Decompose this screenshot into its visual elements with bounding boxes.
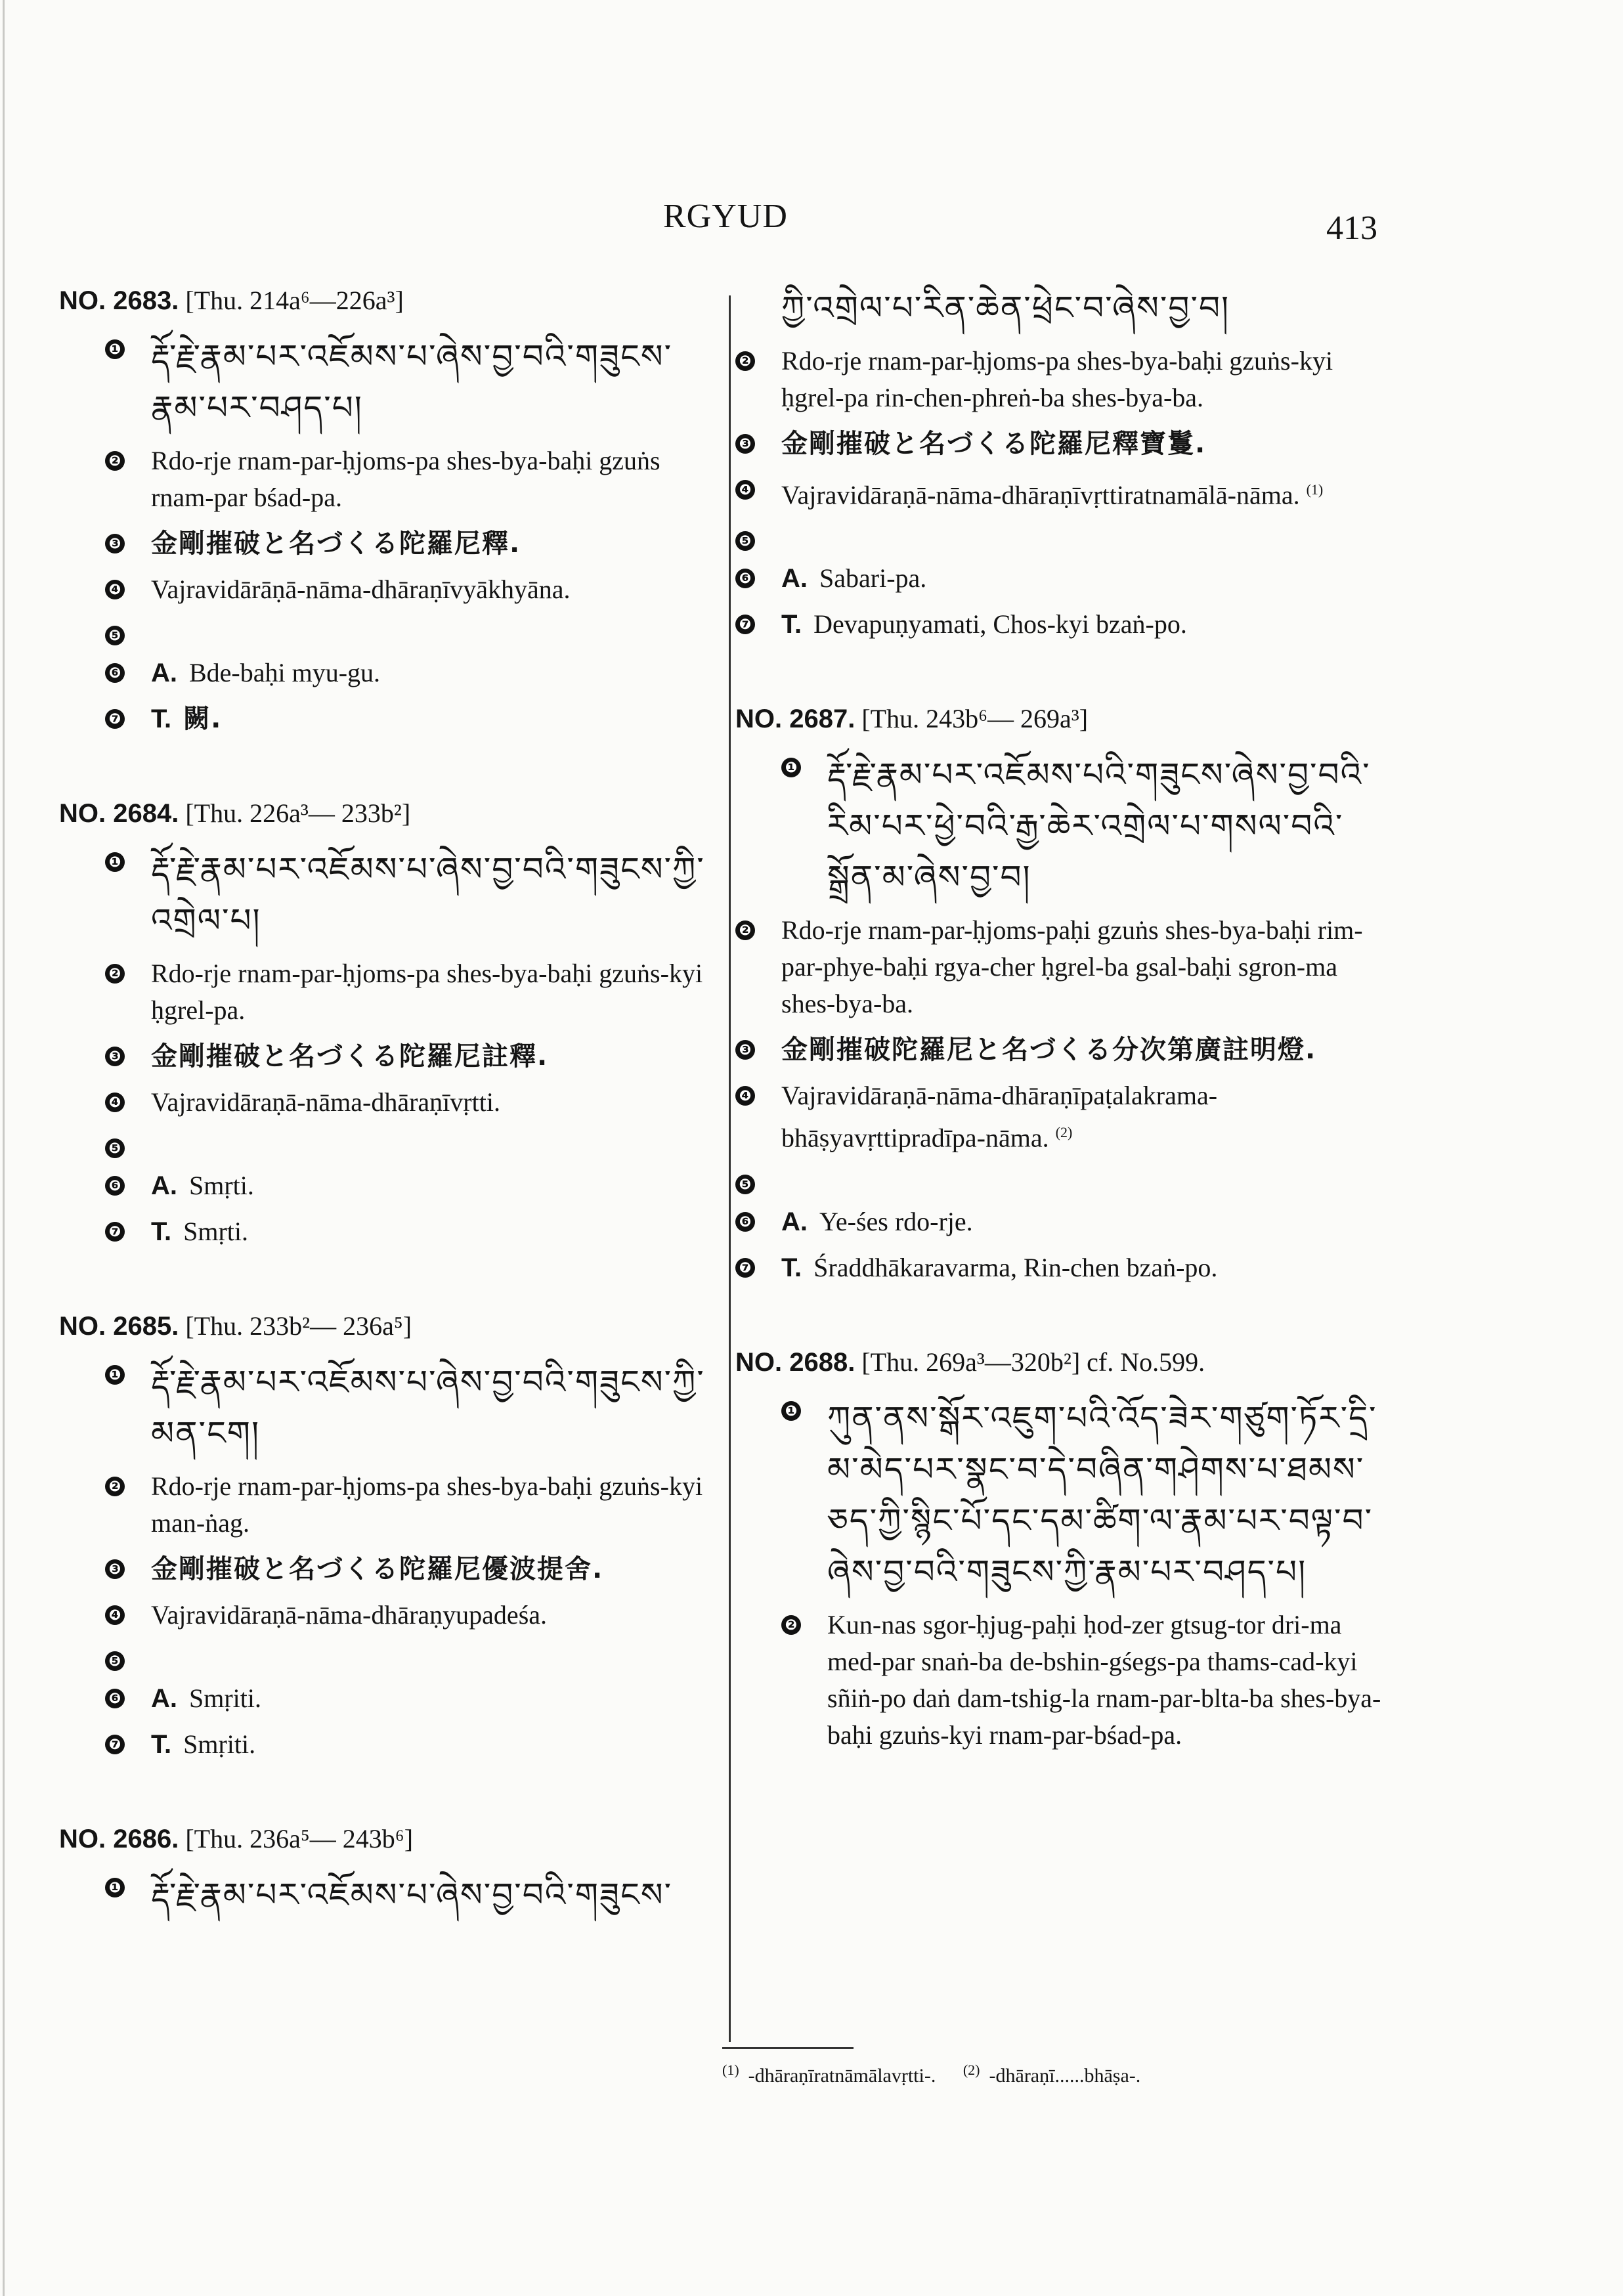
transliteration: Rdo-rje rnam-par-ḥjoms-pa shes-bya-baḥi gzuṅs rnam-par bśad-pa.: [151, 446, 660, 512]
entry-header: [59, 795, 722, 832]
sanskrit-title: Vajravidārāṇā-nāma-dhāraṇīvyākhyāna.: [151, 574, 571, 604]
japanese-title: 金剛摧破と名づくる陀羅尼註釋.: [151, 1041, 549, 1072]
running-title: RGYUD: [663, 198, 788, 235]
author: Ye-śes rdo-rje.: [819, 1206, 973, 1236]
author-field: [735, 1203, 1392, 1240]
marker-4: ❹: [735, 480, 755, 500]
japanese-title-field: [735, 425, 1392, 462]
japanese-title: 金剛摧破陀羅尼と名づくる分次第廣註明燈.: [781, 1035, 1317, 1066]
entry-reference: [Thu. 243b⁶— 269a³]: [861, 704, 1089, 734]
entry-header: [59, 1821, 722, 1857]
transliteration: Rdo-rje rnam-par-ḥjoms-pa shes-bya-baḥi gzuṅs-kyi man-ṅag.: [151, 1471, 703, 1538]
translator-label: T.: [781, 1253, 802, 1282]
marker-5: ❺: [105, 626, 125, 645]
marker-5: ❺: [105, 1138, 125, 1158]
entry-number: NO. 2684.: [59, 799, 179, 828]
translator-field: [735, 606, 1392, 643]
entry-number: NO. 2685.: [59, 1312, 179, 1341]
translator-label: T.: [781, 610, 802, 639]
translator: Devapuṇyamati, Chos-kyi bzaṅ-po.: [813, 609, 1187, 639]
entry-header: [735, 701, 1392, 737]
tibetan-title: རྡོ་རྗེ་རྣམ་པར་འཇོམས་པ་ཞེས་བྱ་བའི་གཟུངས་རྣམ་པར་བཤད་པ།: [151, 337, 673, 427]
footnote-2: [963, 2062, 1141, 2087]
footnote-mark: (1): [1306, 481, 1324, 498]
page-edge-rule: [3, 0, 5, 2296]
footnote-1: [722, 2062, 936, 2087]
right-column: [735, 282, 1392, 1811]
entry-number: NO. 2686.: [59, 1825, 179, 1853]
sanskrit-title: Vajravidāraṇā-nāma-dhāraṇyupadeśa.: [151, 1600, 548, 1630]
marker-4: ❹: [735, 1086, 755, 1106]
footnote-text: -dhāraṇī......bhāṣa-.: [989, 2065, 1141, 2087]
marker-1: ❶: [105, 852, 125, 872]
footnote-mark: (2): [1055, 1124, 1073, 1141]
marker-3: ❸: [105, 1559, 125, 1579]
marker-2: ❷: [735, 921, 755, 940]
entry-header: [59, 1308, 722, 1345]
translator: Smṛti.: [183, 1217, 249, 1246]
entry-number: NO. 2687.: [735, 704, 855, 734]
japanese-title-field: [59, 525, 722, 562]
entry-reference: [Thu. 226a³— 233b²]: [185, 798, 411, 828]
marker-3: ❸: [105, 534, 125, 553]
left-column: [59, 282, 722, 1978]
marker-6: ❻: [105, 1689, 125, 1708]
marker-6: ❻: [105, 1176, 125, 1196]
translator-label: T.: [151, 704, 172, 733]
transliteration: Rdo-rje rnam-par-ḥjoms-paḥi gzuṅs shes-bya-baḥi rim-par-phye-baḥi rgya-cher ḥgrel-ba gsal-baḥi sgron-ma shes-bya-ba.: [781, 915, 1363, 1019]
tibetan-title: རྡོ་རྗེ་རྣམ་པར་འཇོམས་པ་ཞེས་བྱ་བའི་གཟུངས་ཀྱི་མན་ངག།: [151, 1363, 705, 1452]
marker-3: ❸: [735, 1040, 755, 1060]
marker-2: ❷: [105, 451, 125, 471]
entry-2687: [735, 701, 1392, 1286]
entry-2684: [59, 795, 722, 1250]
marker-3: ❸: [735, 434, 755, 454]
column-divider: [729, 295, 731, 2042]
tibetan-title-field: [59, 844, 722, 946]
japanese-title: 金剛摧破と名づくる陀羅尼釋寶鬘.: [781, 429, 1207, 459]
tibetan-title: ཀྱི་འགྲེལ་པ་རིན་ཆེན་ཕྲེང་བ་ཞེས་བྱ་བ།: [781, 289, 1230, 327]
japanese-title-field: [735, 1031, 1392, 1068]
sanskrit-title: Vajravidāraṇā-nāma-dhāraṇīvṛttiratnamālā-nāma.: [781, 480, 1300, 510]
entry-2683: [59, 282, 722, 737]
marker-7: ❼: [735, 615, 755, 634]
tibetan-title-field: [59, 1869, 722, 1920]
entry-reference: [Thu. 236a⁵— 243b⁶]: [185, 1824, 414, 1853]
marker-1: ❶: [105, 339, 125, 359]
marker-1: ❶: [781, 758, 801, 777]
translator: Smṛiti.: [183, 1729, 256, 1759]
entry-2686-continued: [735, 282, 1392, 643]
entry-reference: [Thu. 269a³—320b²] cf. No.599.: [861, 1347, 1205, 1377]
marker-7: ❼: [105, 709, 125, 729]
marker-6: ❻: [735, 1212, 755, 1232]
author: Smṛiti.: [189, 1683, 262, 1713]
transliteration-field: [735, 343, 1392, 416]
transliteration-field: [735, 912, 1392, 1022]
marker-5: ❺: [735, 531, 755, 551]
marker-4: ❹: [105, 580, 125, 599]
transliteration-field: [59, 1468, 722, 1542]
transliteration-field: [59, 443, 722, 516]
author-field: [735, 560, 1392, 597]
marker-2: ❷: [781, 1615, 801, 1635]
page-number: 413: [1326, 209, 1377, 247]
author: Smṛti.: [189, 1171, 254, 1200]
tibetan-title-continued: [735, 282, 1392, 334]
sanskrit-title-field: [59, 1084, 722, 1121]
tibetan-title-field: [735, 1393, 1392, 1597]
marker-2: ❷: [105, 1477, 125, 1496]
footnote-text: -dhāraṇīratnāmālavṛtti-.: [748, 2065, 936, 2087]
author-label: A.: [151, 659, 177, 687]
sanskrit-title: Vajravidāraṇā-nāma-dhāraṇīpaṭalakrama-bhāṣyavṛttipradīpa-nāma.: [781, 1081, 1218, 1153]
marker-2: ❷: [735, 351, 755, 371]
entry-2685: [59, 1308, 722, 1763]
author: Sabari-pa.: [819, 563, 927, 594]
tibetan-title: རྡོ་རྗེ་རྣམ་པར་འཇོམས་པ་ཞེས་བྱ་བའི་གཟུངས་ཀྱི་འགྲེལ་པ།: [151, 850, 705, 940]
translator-field: [59, 1726, 722, 1763]
transliteration-field: [735, 1607, 1392, 1754]
marker-4: ❹: [105, 1605, 125, 1625]
author-label: A.: [781, 564, 808, 594]
marker-4: ❹: [105, 1093, 125, 1112]
translator-label: T.: [151, 1730, 172, 1759]
tibetan-title-field: [735, 749, 1392, 903]
entry-number: NO. 2683.: [59, 286, 179, 315]
marker-7: ❼: [105, 1222, 125, 1242]
tibetan-title: ཀུན་ནས་སྒོར་འཇུག་པའི་འོད་ཟེར་གཙུག་ཏོར་དྲི་མ་མེད་པར་སྣང་བ་དེ་བཞིན་གཤེགས་པ་ཐམས་ཅད་ཀྱི་སྙིང་པོ་དང་དམ་ཚིག་ལ་རྣམ་པར་བལྟ་བ་ཞེས་བྱ་བའི་གཟུངས་ཀྱི་རྣམ་པར་བཤད་པ།: [827, 1398, 1377, 1591]
translator-field: [59, 701, 722, 737]
empty-field-5: [735, 1166, 1392, 1194]
sanskrit-title-field: [59, 1597, 722, 1634]
transliteration: Rdo-rje rnam-par-ḥjoms-pa shes-bya-baḥi gzuṅs-kyi ḥgrel-pa rin-chen-phreṅ-ba shes-bya-ba.: [781, 346, 1333, 412]
footnotes: [722, 2062, 1163, 2087]
entry-header: [735, 1344, 1392, 1381]
entry-2686: [59, 1821, 722, 1920]
tibetan-title: རྡོ་རྗེ་རྣམ་པར་འཇོམས་པའི་གཟུངས་ཞེས་བྱ་བའི་རིམ་པར་ཕྱེ་བའི་རྒྱ་ཆེར་འགྲེལ་པ་གསལ་བའི་སྒྲོན་མ་ཞེས་བྱ་བ།: [827, 756, 1371, 897]
marker-6: ❻: [735, 569, 755, 588]
japanese-title-field: [59, 1551, 722, 1588]
page-header: [0, 197, 1623, 249]
transliteration-field: [59, 955, 722, 1029]
tibetan-title-field: [59, 1356, 722, 1459]
marker-7: ❼: [735, 1258, 755, 1278]
marker-7: ❼: [105, 1735, 125, 1754]
sanskrit-title-field: [735, 471, 1392, 513]
marker-1: ❶: [781, 1401, 801, 1421]
entry-reference: [Thu. 233b²— 236a⁵]: [185, 1311, 412, 1341]
footnote-rule: [722, 2047, 854, 2049]
footnote-number: (2): [963, 2062, 980, 2078]
author-field: [59, 1167, 722, 1204]
sanskrit-title-field: [59, 571, 722, 608]
author-field: [59, 655, 722, 691]
japanese-title: 金剛摧破と名づくる陀羅尼釋.: [151, 529, 521, 559]
entry-number: NO. 2688.: [735, 1347, 855, 1377]
empty-field-5: [59, 1130, 722, 1158]
author-label: A.: [781, 1207, 808, 1236]
entry-2688: [735, 1344, 1392, 1754]
marker-1: ❶: [105, 1365, 125, 1385]
empty-field-5: [735, 523, 1392, 551]
sanskrit-title: Vajravidāraṇā-nāma-dhāraṇīvṛtti.: [151, 1087, 500, 1117]
marker-6: ❻: [105, 663, 125, 683]
transliteration: Kun-nas sgor-ḥjug-paḥi ḥod-zer gtsug-tor dri-ma med-par snaṅ-ba de-bshin-gśegs-pa thams-cad-kyi sñiṅ-po daṅ dam-tshig-la rnam-par-blta-ba shes-bya-baḥi gzuṅs-kyi rnam-par-bśad-pa.: [827, 1609, 1381, 1750]
translator: Śraddhākaravarma, Rin-chen bzaṅ-po.: [813, 1252, 1218, 1282]
author: Bde-baḥi myu-gu.: [189, 658, 381, 687]
marker-5: ❺: [105, 1651, 125, 1671]
author-label: A.: [151, 1684, 177, 1713]
empty-field-5: [59, 617, 722, 645]
author-field: [59, 1680, 722, 1717]
footnote-number: (1): [722, 2062, 739, 2078]
entry-reference: [Thu. 214a⁶—226a³]: [185, 286, 404, 315]
translator-field: [735, 1249, 1392, 1286]
entry-header: [59, 282, 722, 319]
translator-field: [59, 1213, 722, 1250]
author-label: A.: [151, 1171, 177, 1200]
tibetan-title: རྡོ་རྗེ་རྣམ་པར་འཇོམས་པ་ཞེས་བྱ་བའི་གཟུངས་: [151, 1876, 673, 1914]
japanese-title-field: [59, 1038, 722, 1075]
marker-5: ❺: [735, 1175, 755, 1194]
japanese-title: 金剛摧破と名づくる陀羅尼優波提舍.: [151, 1554, 604, 1584]
translator-label: T.: [151, 1217, 172, 1246]
empty-field-5: [59, 1643, 722, 1671]
transliteration: Rdo-rje rnam-par-ḥjoms-pa shes-bya-baḥi gzuṅs-kyi ḥgrel-pa.: [151, 959, 703, 1025]
tibetan-title-field: [59, 331, 722, 433]
marker-1: ❶: [105, 1878, 125, 1897]
marker-3: ❸: [105, 1047, 125, 1066]
translator: 闕.: [183, 704, 223, 734]
marker-2: ❷: [105, 964, 125, 984]
sanskrit-title-field: [735, 1077, 1392, 1156]
